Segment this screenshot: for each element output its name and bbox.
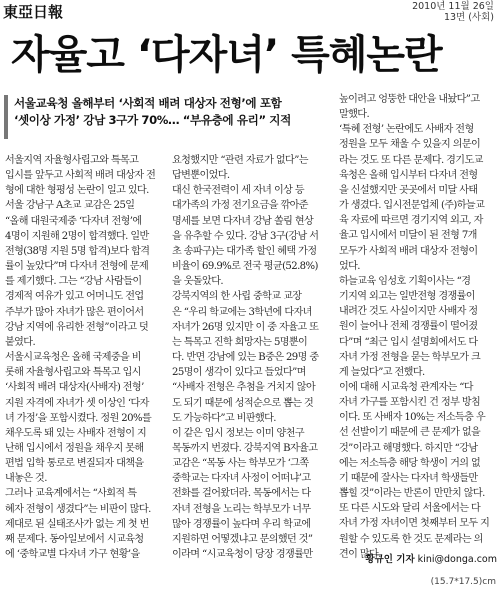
article-text-line: 은 “우리 학교에는 3학년에 다자녀 [172, 306, 312, 318]
article-text-line: 전화를 걸어왔더라. 목동에서는 다 [172, 488, 311, 500]
subheadline-1: 서울교육청 올해부터 ‘사회적 배려 대상자 전형’에 포함 [14, 96, 282, 110]
article-text-line: 자녀가 26명 있지만 이 중 자율고 또 [172, 321, 319, 333]
article-text-line: 선 선발이기 때문에 큰 문제가 없을 [339, 427, 481, 439]
article-text-line: 자녀 전형을 노리는 학부모가 너무 [172, 503, 311, 515]
article-text-line: 교감은 “목동 사는 학부모가 ‘그쪽 [172, 458, 309, 470]
subheadline-2: ‘셋이상 가정’ 강남 3구가 70%… “부유층에 유리” 지적 [14, 113, 291, 127]
article-text-line: 편법 입학 통로로 변질되자 대책을 [5, 458, 144, 470]
article-text-line: 을 유추할 수 있다. 강남 3구(강남 서 [172, 230, 319, 242]
article-column-1 [5, 153, 165, 562]
article-size-note: (15.7*17.5)cm [430, 577, 496, 587]
article-text-line: 그러나 교육계에서는 “사회적 특 [5, 488, 137, 500]
article-text-line: 이다. 또 사배자 10%는 저소득층 우 [339, 412, 486, 424]
reporter-name: 황규인 기자 [365, 554, 415, 565]
article-text-line: 내려간 것도 사실이지만 사배자 정 [339, 306, 478, 318]
article-text-line: 지원하면 어떻겠냐고 문의했던 것” [172, 533, 313, 545]
reporter-email: kini@donga.com [417, 554, 497, 565]
article-text-line: 에는 저소득층 해당 학생이 거의 없 [339, 457, 481, 469]
article-text-line: 내놓은 것. [5, 473, 47, 485]
article-text-line: 비율이 69.9%로 전국 평균(52.8%) [172, 261, 318, 273]
article-text-line: 말했다. [339, 109, 370, 121]
article-text-line: 육청은 올해 입시부터 다자녀 전형 [339, 169, 478, 181]
article-text-line: 자녀 가구를 포함시킨 건 정부 방침 [339, 397, 481, 409]
article-text-line: 전형(38명 지원 5명 합격)보다 합격 [5, 245, 150, 257]
article-text-line: 많아 경쟁률이 높다며 우리 학교에 [172, 518, 311, 530]
article-text-line: 뽑힐 것”이라는 반론이 만만치 않다. [339, 488, 485, 500]
article-text-line: ‘사회적 배려 대상자(사배자) 전형’ [5, 382, 144, 394]
article-text-line: 붙였다. [5, 336, 36, 348]
article-text-line: 목동까지 번졌다. 강북지역 B자율고 [172, 442, 318, 454]
byline [339, 554, 497, 566]
article-text-line: 경제적 여유가 있고 어머니도 전업 [5, 291, 144, 303]
article-text-line: 혜자 전형이 생겼다”는 비판이 많다. [5, 503, 151, 515]
article-text-line: 째 문제다. 동아일보에서 시교육청 [5, 533, 144, 545]
article-text-line: 롯해 자율형사립고와 특목고 입시 [5, 367, 141, 379]
article-text-line: 도 되기 때문에 성적순으로 뽑는 것 [172, 397, 314, 409]
article-text-line: 강남 지역에 유리한 전형”이라고 덧 [5, 321, 149, 333]
article-text-line: 다”며 “최근 입시 설명회에서도 다 [339, 336, 478, 348]
article-text-line: 다. 반면 강남에 있는 B중은 29명 중 [172, 352, 319, 364]
article-text-line: 이 같은 입시 정보는 이미 양천구 [172, 427, 304, 439]
article-text-line: 원이 늘어나 전체 경쟁률이 떨어졌 [339, 321, 478, 333]
article-text-line: 서울 강남구 A초교 교감은 25일 [5, 200, 135, 212]
article-column-2 [172, 153, 332, 562]
article-text-line: 난해 입시에서 정원을 채우지 못해 [5, 442, 144, 454]
article-text-line: 자녀 가정 자녀이면 첫째부터 모두 지 [339, 518, 490, 530]
article-text-line: 25명이 생각이 있다고 들었다”며 [172, 367, 306, 379]
masthead [0, 0, 500, 22]
article-text-line: 에 ‘중학교별 다자녀 가구 현황’을 [5, 549, 140, 561]
article-text-line: 요청했지만 “관련 자료가 없다”는 [172, 155, 308, 166]
article-text-line: 대신 한국전력이 세 자녀 이상 등 [172, 185, 304, 197]
article-text-line: 대가족의 가정 전기요금을 깎아준 [172, 200, 308, 212]
article-text-line: 서울지역 자율형사립고와 특목고 [5, 155, 139, 166]
article-headline: 자율고 ‘다자녀’ 특혜논란 [11, 32, 442, 78]
article-text-line: 주부가 많아 자녀가 많은 편이어서 [5, 306, 144, 318]
article-text-line: 답변뿐이었다. [172, 170, 230, 182]
article-text-line: 강북지역의 한 사립 중학교 교장 [172, 291, 302, 303]
article-text-line: 원할 수 있도록 한 것도 문제라는 의 [339, 533, 483, 545]
article-text-line: 육 자료에 따르면 경기지역 외고, 자 [339, 215, 483, 227]
article-text-line: 이에 대해 시교육청 관계자는 “다 [339, 381, 473, 393]
article-text-line: ‘특혜 전형’ 논란에도 사배자 전형 [339, 124, 474, 136]
article-text-line: 게 늘었다”고 전했다. [339, 366, 425, 378]
article-text-line: 는 특목고 진학 희망자는 5명뿐이 [172, 336, 308, 348]
article-text-line: 녀 가정’을 포함시켰다. 정원 20%를 [5, 412, 152, 424]
article-text-line: 이라며 “시교육청이 당장 경쟁률만 [172, 549, 313, 561]
article-text-line: “올해 대원국제중 ‘다자녀 전형’에 [5, 215, 142, 227]
article-text-line: 서울시교육청은 올해 국제중을 비 [5, 352, 141, 364]
page-section: 13면 (사회) [443, 12, 494, 23]
issue-date: 2010년 11월 26일 [412, 1, 494, 12]
article-text-line: 라는 것도 또 다른 문제다. 경기도교 [339, 154, 483, 166]
article-text-line: 명세를 보면 다자녀 강남 쏠림 현상 [172, 215, 314, 227]
article-text-line: 제대로 된 실태조사가 없는 게 첫 번 [5, 518, 149, 530]
article-text-line: 높이려고 엉뚱한 대안을 내놨다”고 [339, 94, 480, 105]
article-text-line: 정원을 모두 채울 수 있을지 의문이 [339, 139, 481, 151]
article-text-line: 기지역 외고는 일반전형 경쟁률이 [339, 291, 475, 303]
article-text-line: 견이 많다. [339, 548, 381, 560]
date-line [412, 1, 494, 23]
article-text-line: 4명이 지원해 2명이 합격했다. 일반 [5, 230, 149, 242]
article-text-line: 가 생겼다. 입시전문업체 (주)하늘교 [339, 200, 485, 212]
article-text-line: 자녀 가정 전형을 묻는 학부모가 크 [339, 351, 481, 363]
article-text-line: 를 제기했다. 그는 “강남 사람들이 [5, 276, 142, 288]
article-text-line: 율고 입시에서 미달이 된 전형 7개 [339, 230, 477, 242]
article-text-line: 도 가능하다”고 비판했다. [172, 412, 276, 424]
article-text-line: 지원 자격에 자녀가 셋 이상인 ‘다자 [5, 397, 149, 409]
article-text-line: 초 송파구)는 대가족 할인 혜택 가정 [172, 245, 317, 257]
article-text-line: “사배자 전형은 추첨을 거치지 않아 [172, 382, 316, 394]
article-text-line: 기 때문에 잘사는 다자녀 학생들만 [339, 472, 478, 484]
newspaper-name: 東亞日報 [3, 3, 64, 21]
article-column-3 [339, 92, 497, 562]
article-text-line: 것”이라고 해명했다. 하지만 “강남 [339, 442, 478, 454]
headline-box [3, 26, 497, 84]
article-text-line: 형에 대한 형평성 논란이 일고 있다. [5, 185, 149, 197]
article-text-line: 률이 높았다”며 다자녀 전형에 문제 [5, 261, 149, 273]
article-text-line: 중학교는 다자녀 사정이 어떠냐’고 [172, 473, 311, 485]
article-text-line: 모두가 사회적 배려 대상자 전형이 [339, 245, 478, 257]
article-text-line: 을 신설했지만 곳곳에서 미달 사태 [339, 184, 478, 196]
article-text-line: 하늘교육 임성호 기획이사는 “경 [339, 275, 471, 287]
subheadline-block [4, 95, 334, 139]
article-text-line: 었다. [339, 260, 360, 272]
article-text-line: 또 다른 시도와 달리 서울에서는 다 [339, 503, 481, 515]
article-text-line: 을 웃돌았다. [172, 276, 223, 288]
article-text-line: 입시를 앞두고 사회적 배려 대상자 전 [5, 170, 156, 182]
article-text-line: 채우도록 돼 있는 사배자 전형이 지 [5, 427, 147, 439]
